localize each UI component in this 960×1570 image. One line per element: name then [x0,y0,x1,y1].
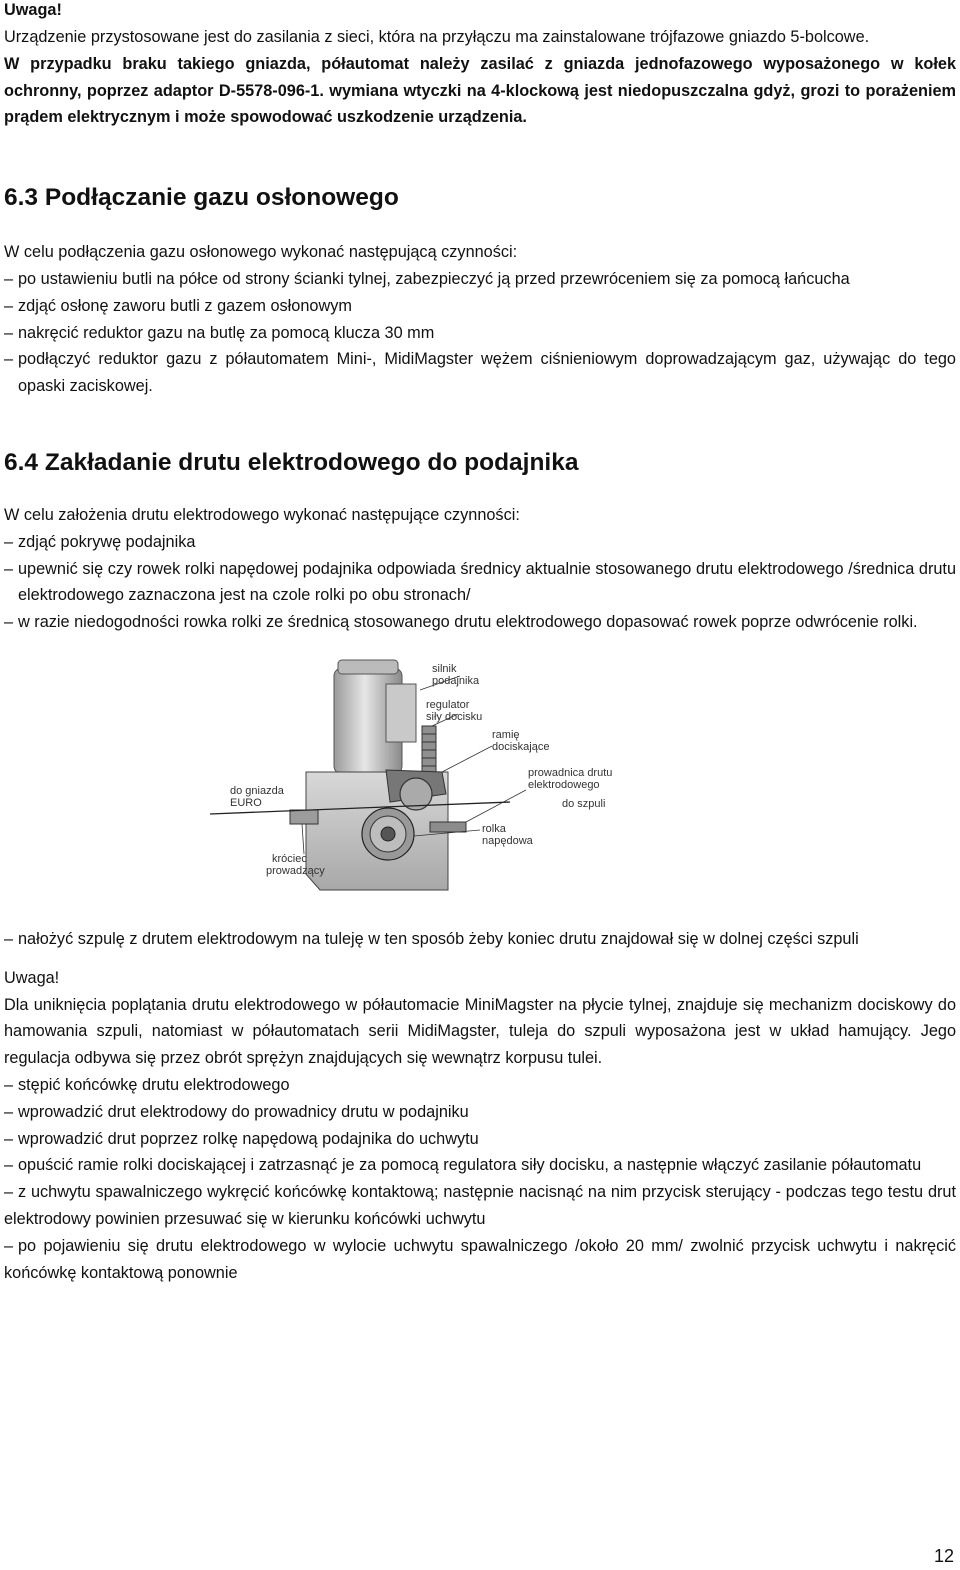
list-item: – podłączyć reduktor gazu z półautomatem Mini-, MidiMagster wężem ciśnieniowym doprowadzającym gaz, używając do tego opaski zaciskowej. [4,346,956,400]
inlet-nozzle [290,810,318,824]
list-item: – po pojawieniu się drutu elektrodowego w wylocie uchwytu spawalniczego /około 20 mm/ zwolnić przycisk uchwytu i nakręcić końcówkę kontaktową ponownie [4,1233,956,1287]
wire-feeder-diagram [210,654,650,904]
list-dash: – [4,613,14,632]
warning2-text: Dla uniknięcia poplątania drutu elektrodowego w półautomacie MiniMagster na płycie tylnej, znajduje się mechanizm dociskowy do hamowania szpuli, natomiast w półautomatach serii MidiMagster, tuleja do szpuli wyposażona jest w układ hamujący. Jego regulacja odbywa się przez obrót sprężyn znajdujących się wewnątrz korpusu tulei. [4,995,956,1068]
section-title-6-3: 6.3 Podłączanie gazu osłonowego [4,184,399,212]
document-page [4,0,956,1286]
list-item: – opuścić ramie rolki dociskającej i zatrzasnąć je za pomocą regulatora siły docisku, a następnie włączyć zasilanie półautomatu [4,1152,956,1179]
motor-side-box [386,684,416,742]
label-regulator: regulator [426,698,470,711]
label-prowadnica: prowadnica drutu [528,766,613,779]
list-dash: – [4,1075,14,1094]
list-item: – nakręcić reduktor gazu na butlę za pomocą klucza 30 mm [4,320,956,347]
motor-top-cap [338,660,398,674]
page-number: 12 [933,1546,954,1566]
section-intro-6-4: W celu założenia drutu elektrodowego wykonać następujące czynności: [4,505,520,524]
list-item: – wprowadzić drut poprzez rolkę napędową podajnika do uchwytu [4,1126,956,1153]
list-final [4,1072,956,1286]
section-intro-6-3: W celu podłączenia gazu osłonowego wykonać następującą czynności: [4,243,518,262]
list-item: – stępić końcówkę drutu elektrodowego [4,1072,956,1099]
label-silnik: silnik [432,662,457,675]
label-elektrodowego: elektrodowego [528,778,600,791]
list-item: – zdjąć osłonę zaworu butli z gazem osłonowym [4,293,956,320]
list-dash: – [4,1183,14,1202]
label-euro: EURO [230,796,262,809]
label-sily-docisku: siły docisku [426,710,483,723]
warning-text: Urządzenie przystosowane jest do zasilania z sieci, która na przyłączu ma zainstalowane trójfazowe gniazdo 5-bolcowe. [4,28,870,46]
label-do-szpuli: do szpuli [562,797,606,810]
list-dash: – [4,532,14,551]
list-dash: – [4,323,14,342]
label-podajnika: podajnika [432,674,480,687]
list-dash: – [4,1102,14,1121]
list-item: – po ustawieniu butli na półce od strony ścianki tylnej, zabezpieczyć ją przed przewróceniem się za pomocą łańcucha [4,266,956,293]
list-dash: – [4,1129,14,1148]
warning-bold-text: W przypadku braku takiego gniazda, półautomat należy zasilać z gniazda jednofazowego wyposażonego w kołek ochronny, poprzez adaptor D-5578-096-1. wymiana wtyczki na 4-klockową jest niedopuszczalna gdyż, grozi to porażeniem prądem elektrycznym i może spowodować uszkodzenie urządzenia. [4,54,956,127]
list-after-figure [4,926,956,953]
list-6-3 [4,266,956,400]
list-dash: – [4,350,14,369]
label-prowadzacy: prowadzący [266,864,325,877]
label-napedowa: napędowa [482,834,533,847]
list-item: – z uchwytu spawalniczego wykręcić końcówkę kontaktową; następnie nacisnąć na nim przycisk sterujący - podczas tego testu drut elektrodowy powinien przesuwać się w kierunku końcówki uchwytu [4,1179,956,1233]
list-dash: – [4,929,14,948]
label-dociskajace: dociskające [492,740,550,753]
list-6-4 [4,529,956,636]
label-krociec: króciec [272,852,307,865]
section-title-6-4: 6.4 Zakładanie drutu elektrodowego do podajnika [4,448,579,476]
list-dash: – [4,1156,14,1175]
label-ramie: ramię [492,728,520,741]
list-dash: – [4,296,14,315]
list-dash: – [4,1236,14,1255]
wire-feeder-figure [210,654,650,904]
list-item: – upewnić się czy rowek rolki napędowej podajnika odpowiada średnicy aktualnie stosowanego drutu elektrodowego /średnica drutu elektrodowego zaznaczona jest na czole rolki po obu stronach/ [4,556,956,610]
list-dash: – [4,269,14,288]
list-item: – wprowadzić drut elektrodowy do prowadnicy drutu w podajniku [4,1099,956,1126]
list-item: – zdjąć pokrywę podajnika [4,529,956,556]
warning-heading: Uwaga! [4,1,62,19]
list-dash: – [4,559,14,578]
label-do-gniazda: do gniazda [230,784,284,797]
wire-guide [430,822,466,832]
list-item: – w razie niedogodności rowka rolki ze średnicą stosowanego drutu elektrodowego dopasować rowek poprze odwrócenie rolki. [4,609,956,636]
warning2-heading: Uwaga! [4,968,60,987]
list-item: – nałożyć szpulę z drutem elektrodowym na tuleję w ten sposób żeby koniec drutu znajdował się w dolnej części szpuli [4,926,956,953]
label-rolka: rolka [482,822,506,835]
